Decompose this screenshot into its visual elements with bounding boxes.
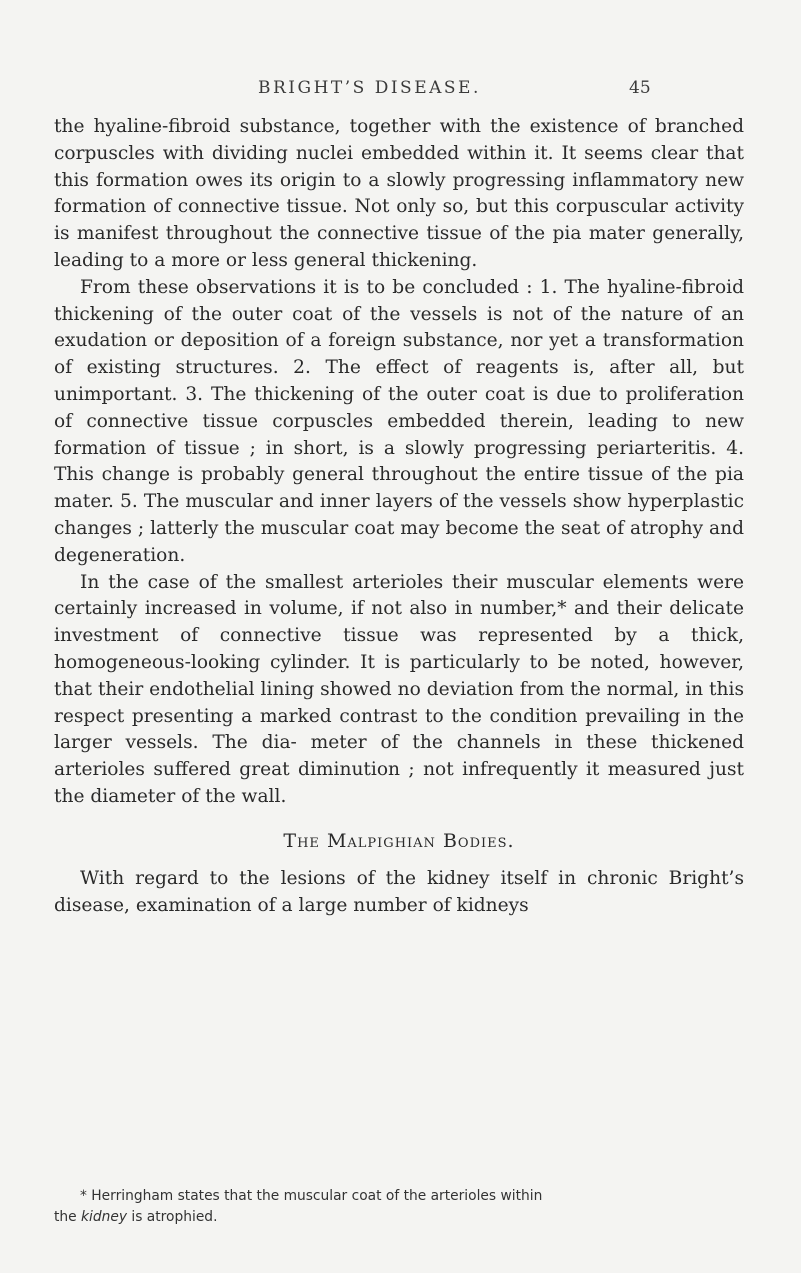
section-heading: The Malpighian Bodies. [283,829,515,852]
body-text [54,114,744,919]
footnote [54,1186,744,1228]
footnote-line-1: * Herringham states that the muscular coat of the arterioles within [80,1188,543,1204]
footnote-italic-word: kidney [81,1209,128,1225]
footnote-text-prefix: the [54,1209,82,1225]
paragraph-conclusions: From these observations it is to be concluded : 1. The hyaline-fibroid thickening of the outer coat of the vessels is not of the nature of an exudation or deposition of a foreign substance, nor yet a transformation of existing structures. 2. The effect of reagents is, after all, but unimportant. 3. The thickening of the outer coat is due to proliferation of connective tissue corpuscles embedded therein, leading to new formation of tissue ; in short, is a slowly progressing periarteritis. 4. This change is probably general throughout the entire tissue of the pia mater. 5. The muscular and inner layers of the vessels show hyperplastic changes ; latterly the muscular coat may become the seat of atrophy and degeneration. [54,276,744,566]
running-title: BRIGHT’S DISEASE. [258,78,481,98]
running-head [0,78,801,108]
page-number: 45 [629,78,651,98]
paragraph-malpighian: With regard to the lesions of the kidney itself in chronic Bright’s disease, examination of a large number of kidneys [54,867,744,916]
paragraph-arterioles: In the case of the smallest arterioles their muscular elements were certainly increased in volume, if not also in number,* and their delicate investment of connective tissue was represented by a thick, homogeneous-looking cylinder. It is particularly to be noted, however, that their endothelial lining showed no deviation from the normal, in this respect presenting a marked contrast to the condition prevailing in the larger vessels. The dia- meter of the channels in these thickened arterioles suffered great diminution ; not infrequently it measured just the diameter of the wall. [54,571,744,807]
paragraph-continuation: the hyaline-fibroid substance, together with the existence of branched corpuscles with dividing nuclei embedded within it. It seems clear that this formation owes its origin to a slowly progressing inflammatory new formation of connective tissue. Not only so, but this corpuscular activity is manifest throughout the connective tissue of the pia mater generally, leading to a more or less general thickening. [54,116,744,271]
footnote-line-2 [54,1207,744,1228]
footnote-text-suffix: is atrophied. [127,1209,218,1225]
